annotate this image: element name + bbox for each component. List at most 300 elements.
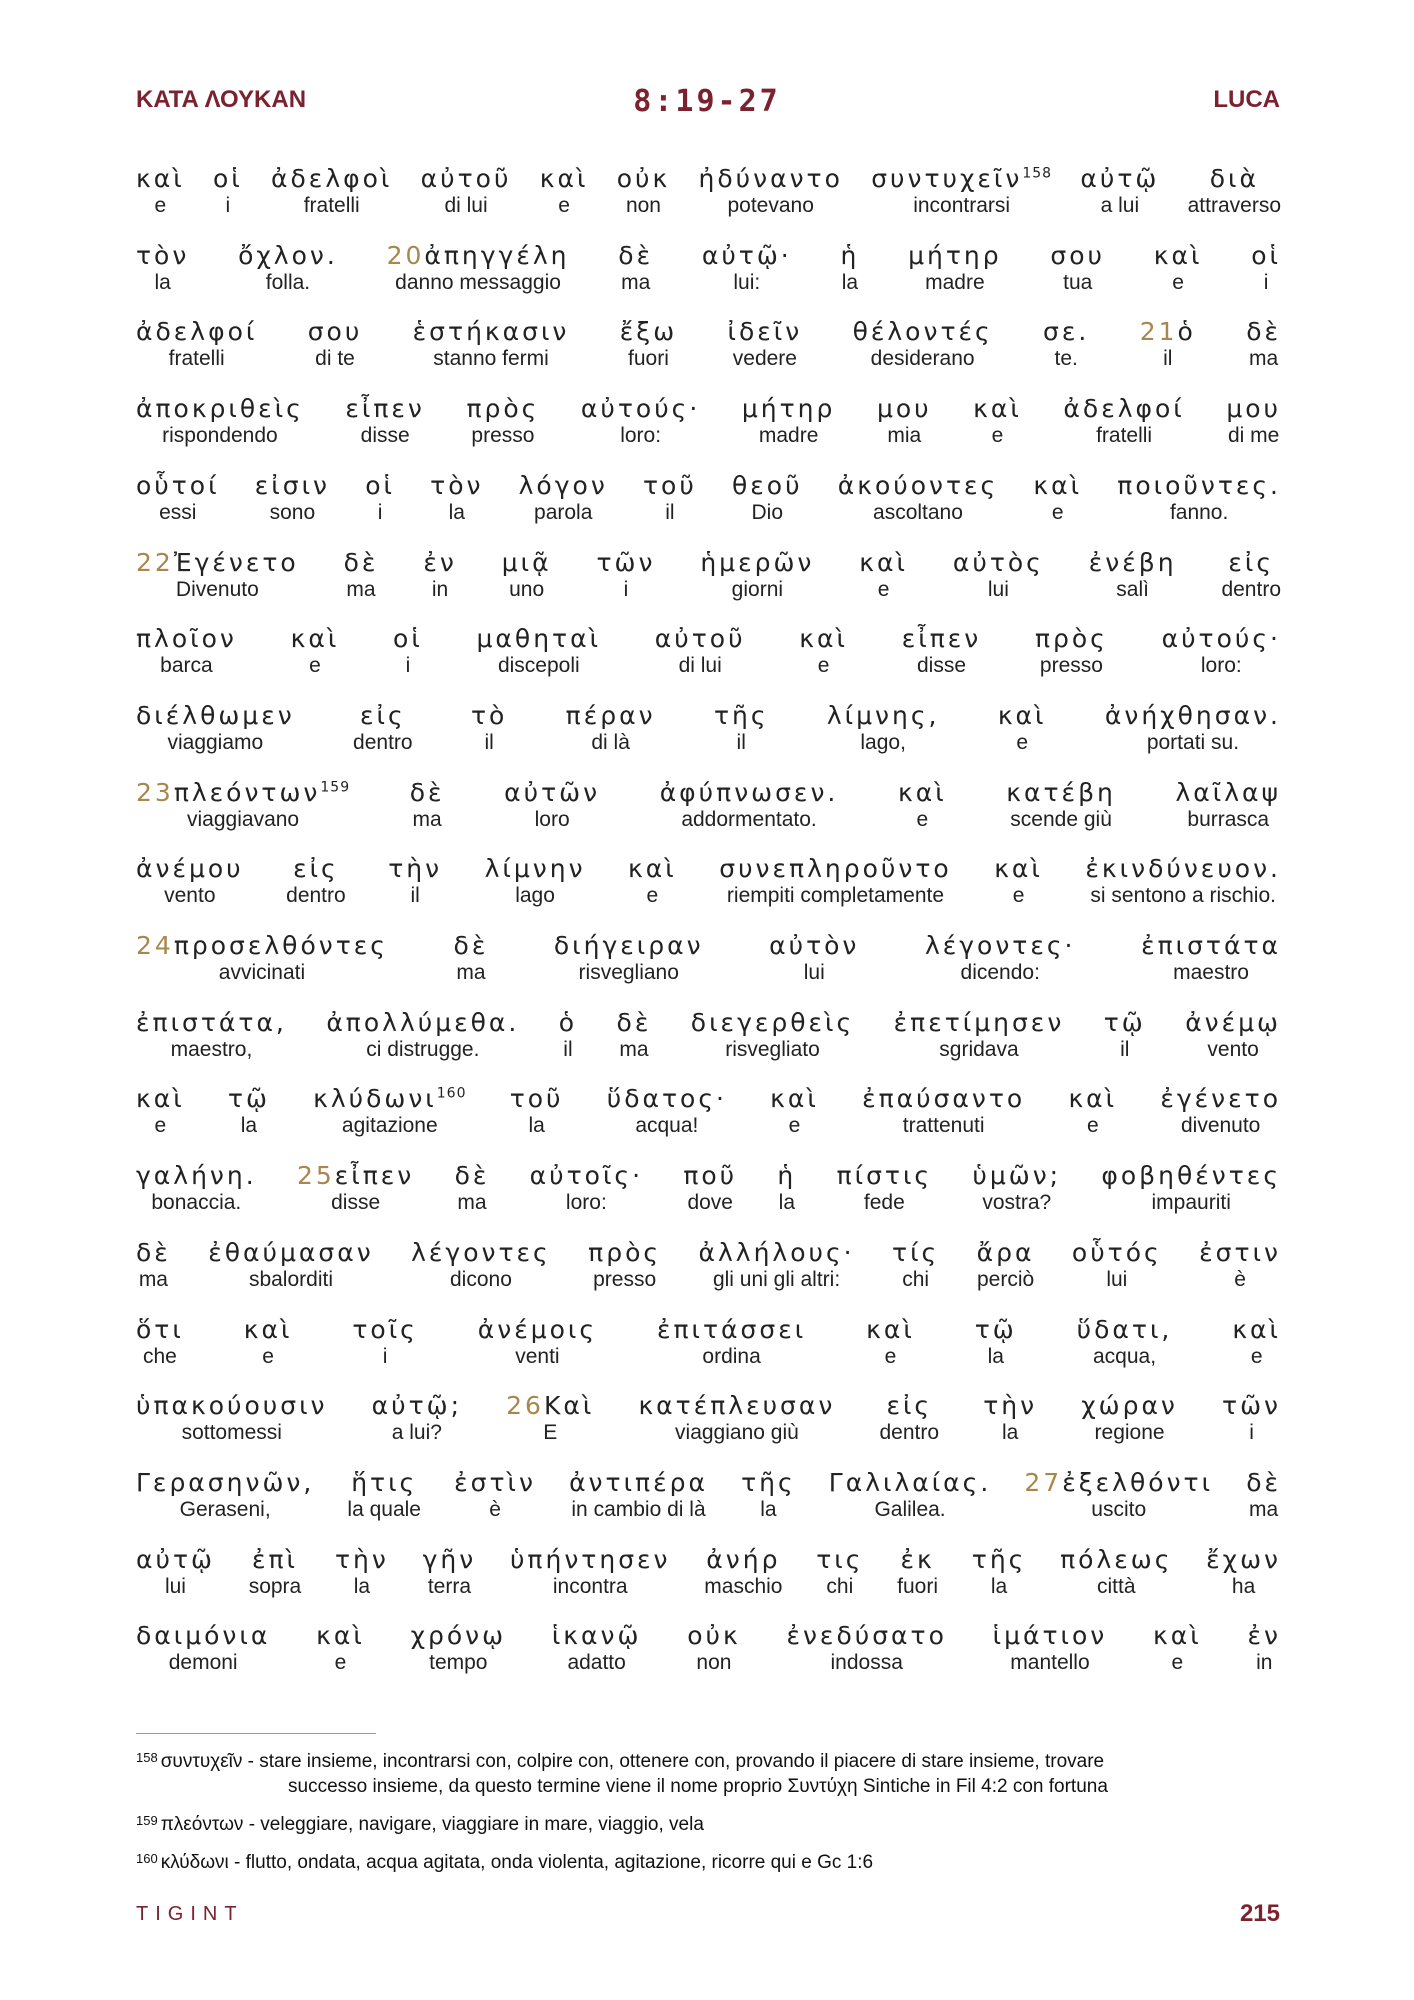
greek-word: διήγειραν [553,931,704,960]
greek-word: ἀνήρ [706,1544,781,1574]
italian-gloss: viaggiavano [187,807,300,831]
italian-gloss: dentro [1221,577,1281,601]
greek-word: καὶ [539,164,589,193]
greek-word: 25εἶπεν [296,1161,415,1191]
italian-gloss: scende giù [1010,807,1112,831]
greek-word: 20ἀπηγγέλη [386,240,570,270]
italian-gloss: a lui? [391,1421,442,1445]
footnote-text: συντυχεῖν - stare insieme, incontrarsi con, colpire con, ottenere con, provando il piacere di stare insieme, trovare [160,1751,1105,1772]
italian-gloss: e [262,1344,274,1368]
italian-gloss: di te [315,347,355,371]
greek-word: κλύδωνι$^{160}$ [313,1084,467,1114]
italian-gloss: E [543,1421,558,1445]
greek-word: ὁ [558,1007,578,1037]
greek-word: ἐπιτάσσει [656,1314,807,1344]
italian-gloss: di là [591,730,630,754]
italian-gloss: non [696,1651,732,1675]
greek-word: αὐτῷ· [701,240,792,270]
interlinear-line [136,931,1281,993]
greek-word: σε. [1043,317,1090,347]
italian-gloss: incontra [552,1574,628,1598]
interlinear-line [136,471,1281,533]
italian-gloss: fuori [897,1574,939,1598]
greek-word: αὐτὸς [952,547,1044,577]
italian-gloss: si sentono a rischio. [1090,884,1276,908]
footnote-divider [136,1733,376,1734]
italian-gloss: maestro, [170,1037,253,1061]
verse-number: 20 [386,240,425,270]
greek-word: πίστις [836,1161,933,1191]
greek-word: αὐτοῦ [654,624,746,654]
italian-gloss: te. [1054,347,1078,371]
greek-word: ἐν [423,547,457,577]
italian-gloss: il [563,1037,573,1061]
greek-word: πόλεως [1060,1544,1173,1574]
italian-gloss: il [1163,347,1173,371]
footnote-160 [136,1846,873,1875]
greek-word: ἀδελφοί [136,317,258,347]
greek-word: καὶ [799,624,848,654]
interlinear-line [136,1238,1281,1300]
greek-word: ἐπὶ [251,1544,298,1574]
greek-word: αὐτῷ [136,1544,215,1574]
italian-gloss: fede [863,1191,905,1215]
verse-number: 21 [1139,317,1178,347]
footnote-number: 160 [136,1851,158,1866]
chapter-reference: 8:19-27 [633,84,781,119]
italian-gloss: la [778,1191,796,1215]
italian-gloss: e [1250,1344,1263,1368]
greek-word: ἀνέμοις [477,1314,598,1344]
footnote-number: 159 [136,1813,158,1828]
italian-gloss: lui [803,961,825,984]
italian-gloss: in [1256,1651,1273,1675]
italian-gloss: madre [758,424,819,448]
greek-word: οἱ [212,164,243,193]
greek-word: δαιμόνια [136,1621,271,1651]
italian-gloss: la [841,270,859,294]
italian-gloss: avvicinati [218,961,306,984]
italian-gloss: addormentato. [681,807,817,831]
italian-gloss: e [1012,884,1025,908]
footnote-text: πλεόντων - veleggiare, navigare, viaggiare in mare, viaggio, vela [160,1814,704,1835]
greek-word: ἠδύναντο [698,164,843,193]
italian-gloss: barca [160,654,213,678]
greek-word: καὶ [136,1084,185,1114]
greek-word: λαῖλαψ [1175,777,1281,807]
greek-word: ἀποκριθεὶς [136,394,304,424]
italian-gloss: stanno fermi [433,347,549,371]
italian-gloss: maestro [1173,961,1249,984]
interlinear-line [136,241,1281,303]
italian-gloss: ma [346,577,376,601]
greek-word: ἀλλήλους· [698,1237,855,1267]
greek-word: καὶ [1033,470,1083,500]
greek-word: καὶ [997,700,1047,730]
greek-word: τοῦ [642,470,697,500]
greek-word: αὐτὸν [769,931,860,960]
italian-gloss: i [1249,1421,1254,1445]
italian-gloss: e [1086,1114,1099,1138]
interlinear-line [136,317,1281,379]
greek-word: καὶ [628,854,677,884]
greek-word: μου [1226,394,1281,424]
footnote-continuation: successo insieme, da questo termine viene il nome proprio Συντύχη Sintiche in Fil 4:2 con fortuna [288,1776,1108,1797]
footnote-ref: 160 [436,1086,467,1103]
greek-word: πρὸς [588,1237,662,1267]
greek-word: εἰς [1228,547,1275,577]
greek-word: ὑπήντησεν [509,1544,671,1574]
greek-word: καὶ [1153,1621,1202,1651]
greek-word: αὐτοῦ [420,164,512,193]
greek-word: ἀπολλύμεθα. [326,1007,520,1037]
greek-word: καὶ [994,854,1043,884]
italian-gloss: ordina [702,1344,761,1368]
italian-gloss: ha [1231,1574,1256,1598]
italian-gloss: maschio [704,1574,783,1598]
interlinear-line [136,1008,1281,1070]
interlinear-line [136,1391,1281,1453]
italian-gloss: tempo [429,1651,488,1675]
italian-gloss: lui [987,577,1009,601]
italian-gloss: mia [887,424,922,448]
greek-word: συντυχεῖν$^{158}$ [871,164,1053,193]
greek-word: εἰς [359,700,406,730]
italian-gloss: risvegliano [578,961,679,984]
italian-gloss: folla. [265,270,311,294]
greek-word: ἐκινδύνευον. [1085,854,1281,884]
greek-word: δὲ [136,1237,171,1267]
greek-word: ἄρα [976,1237,1035,1267]
greek-word: μαθηταὶ [476,624,602,654]
italian-gloss: la quale [347,1497,421,1521]
italian-gloss: la [1001,1421,1019,1445]
italian-gloss: dentro [353,730,413,754]
italian-gloss: e [646,884,659,908]
italian-gloss: impauriti [1151,1191,1231,1215]
italian-gloss: portati su. [1146,730,1240,754]
italian-gloss: tua [1063,270,1093,294]
italian-gloss: i [377,500,383,524]
greek-word: εἰς [886,1391,933,1421]
greek-word: διεγερθεὶς [690,1007,855,1037]
greek-word: ἀνέμου [136,854,244,884]
greek-word: πρὸς [466,394,540,424]
italian-gloss: i [382,1344,388,1368]
greek-word: ἱκανῷ [551,1621,642,1651]
italian-gloss: fuori [628,347,669,371]
italian-gloss: che [142,1344,177,1368]
italian-gloss: la [760,1497,777,1521]
footnote-159 [136,1808,704,1837]
greek-word: ἐν [1247,1621,1281,1651]
greek-word: τὴν [983,1391,1038,1421]
greek-word: ἔξω [619,317,678,347]
italian-gloss: e [558,194,570,217]
verse-number: 25 [296,1161,335,1191]
italian-gloss: ci distrugge. [366,1037,480,1061]
greek-word: ποῦ [683,1161,738,1191]
greek-word: δὲ [1246,317,1281,347]
greek-word: ἡμερῶν [700,547,815,577]
greek-word: δὲ [618,240,654,270]
greek-word: ἐστὶν [454,1467,536,1497]
greek-word: καὶ [316,1621,365,1651]
page-number: 215 [1239,1900,1280,1927]
greek-word: καὶ [1153,240,1203,270]
italian-gloss: a lui [1100,194,1140,217]
greek-word: ὄχλον. [238,240,338,270]
italian-gloss: la [990,1574,1008,1598]
italian-gloss: bonaccia. [151,1191,242,1215]
italian-gloss: indossa [830,1651,903,1675]
italian-gloss: presso [1039,654,1103,678]
italian-gloss: vedere [732,347,797,371]
italian-gloss: lago [515,884,555,908]
verse-number: 23 [136,777,174,807]
greek-word: διὰ [1209,164,1259,193]
greek-word: δὲ [409,777,445,807]
greek-word: αὐτούς· [580,394,701,424]
italian-gloss: lui [164,1574,186,1598]
greek-word: δὲ [454,1161,490,1191]
italian-gloss: la [154,270,171,294]
italian-gloss: e [817,654,830,678]
greek-word: ἐπιστάτα, [136,1007,287,1037]
italian-gloss: viaggiamo [167,730,264,754]
interlinear-line [136,1545,1281,1607]
greek-word: πέραν [565,700,656,730]
greek-word: ἐγένετο [1160,1084,1281,1114]
italian-gloss: presso [593,1267,657,1291]
italian-gloss: sopra [248,1574,302,1598]
italian-gloss: ma [621,270,651,294]
greek-word: αὐτούς· [1161,624,1281,654]
italian-gloss: perciò [976,1267,1035,1291]
interlinear-line [136,701,1281,763]
greek-word: καὶ [1232,1314,1281,1344]
greek-word: πρὸς [1034,624,1108,654]
greek-word: ἥτις [351,1467,418,1497]
greek-word: τῷ [974,1314,1017,1344]
greek-word: πλοῖον [136,624,237,654]
italian-gloss: fratelli [1096,424,1153,448]
italian-gloss: Divenuto [175,577,259,601]
greek-word: καὶ [243,1314,293,1344]
italian-gloss: i [623,577,629,601]
italian-gloss: e [154,1114,167,1138]
greek-word: ἀδελφοὶ [271,164,393,193]
italian-gloss: risvegliato [725,1037,820,1061]
greek-word: θέλοντές [852,317,993,347]
italian-gloss: burrasca [1187,807,1270,831]
italian-gloss: città [1096,1574,1136,1598]
italian-gloss: e [1016,730,1029,754]
greek-word: ἐπετίμησεν [893,1007,1065,1037]
greek-word: τῷ [227,1084,270,1114]
greek-word: τῷ [1103,1007,1146,1037]
interlinear-line [136,164,1281,226]
greek-word: οὐκ [687,1621,741,1651]
greek-word: καὶ [136,164,185,193]
greek-word: χρόνῳ [410,1621,507,1651]
greek-word: ὕδατι, [1076,1314,1173,1344]
italian-gloss: ma [1249,1497,1279,1521]
italian-gloss: acqua, [1093,1344,1157,1368]
italian-gloss: i [405,654,411,678]
greek-word: σου [307,317,363,347]
italian-gloss: e [991,424,1004,448]
italian-gloss: il [1120,1037,1130,1061]
italian-gloss: Galilea. [874,1497,946,1521]
italian-gloss: parola [534,500,593,524]
italian-gloss: e [1171,1651,1184,1675]
italian-gloss: loro: [620,424,662,448]
italian-gloss: la [528,1114,545,1138]
greek-word: τῆς [971,1544,1027,1574]
italian-gloss: lago, [860,730,906,754]
italian-gloss: ma [457,1191,487,1215]
italian-gloss: fratelli [168,347,225,371]
italian-gloss: la [987,1344,1004,1368]
interlinear-line [136,1621,1281,1683]
italian-gloss: venti [515,1344,560,1368]
italian-gloss: vento [164,884,216,908]
italian-gloss: madre [925,270,985,294]
italian-gloss: attraverso [1187,194,1281,217]
greek-word: ἐπιστάτα [1141,931,1281,960]
italian-gloss: dentro [286,884,346,908]
italian-gloss: divenuto [1180,1114,1261,1138]
greek-word: τις [816,1544,864,1574]
greek-word: καὶ [859,547,908,577]
greek-word: καὶ [770,1084,819,1114]
greek-word: σου [1050,240,1106,270]
greek-word: δὲ [616,1007,652,1037]
italian-gloss: mantello [1010,1651,1090,1675]
greek-word: αὐτῷ [1080,164,1160,193]
italian-gloss: ascoltano [873,500,963,524]
greek-word: αὐτῷ; [371,1391,463,1421]
greek-word: ὅτι [136,1314,184,1344]
italian-gloss: e [309,654,321,678]
italian-gloss: il [736,730,746,754]
greek-word: οὗτός [1071,1237,1162,1267]
greek-word: τοῖς [352,1314,418,1344]
greek-word: συνεπληροῦντο [719,854,952,884]
greek-word: καὶ [1068,1084,1118,1114]
interlinear-line [136,854,1281,916]
italian-gloss: regione [1094,1421,1165,1445]
italian-gloss: sono [269,500,316,524]
italian-gloss: ma [456,961,486,984]
italian-gloss: sgridava [939,1037,1019,1061]
greek-word: οὐκ [616,164,671,193]
interlinear-line [136,1315,1281,1377]
greek-word: αὐτῶν [504,777,601,807]
italian-gloss: danno messaggio [395,270,561,294]
italian-gloss: dicendo: [960,961,1040,984]
greek-word: 22Ἐγένετο [136,547,299,577]
italian-gloss: discepoli [497,654,580,678]
greek-word: λίμνης, [826,700,940,730]
greek-word: ἐθαύμασαν [208,1237,374,1267]
greek-word: μήτηρ [908,240,1002,270]
footnote-ref: 158 [1022,165,1053,182]
interlinear-line [136,778,1281,840]
italian-gloss: agitazione [341,1114,438,1138]
greek-word: ἡ [840,240,860,270]
greek-word: 21ὁ [1139,317,1196,347]
italian-gloss: e [884,1344,897,1368]
italian-gloss: di me [1227,424,1280,448]
italian-gloss: la [448,500,465,524]
greek-word: λέγοντες· [924,931,1076,960]
greek-word: εἶπεν [345,394,425,424]
greek-word: ἑστήκασιν [412,317,570,347]
italian-gloss: acqua! [635,1114,699,1138]
greek-word: τὴν [334,1544,389,1574]
greek-word: οὗτοί [136,470,220,500]
italian-gloss: gli uni gli altri: [712,1267,841,1291]
italian-gloss: loro: [1200,654,1242,678]
italian-gloss: non [625,194,661,217]
footnote-158 [136,1745,1108,1799]
italian-gloss: sbalorditi [248,1267,333,1291]
greek-word: τὸν [136,240,190,270]
greek-word: τῆς [713,700,769,730]
italian-gloss: Geraseni, [179,1497,271,1521]
italian-gloss: fratelli [303,194,360,217]
italian-gloss: presso [471,424,535,448]
italian-gloss: vostra? [982,1191,1052,1215]
italian-gloss: disse [360,424,410,448]
italian-gloss: rispondendo [162,424,278,448]
italian-gloss: la [353,1574,371,1598]
greek-word: ἀδελφοί [1063,394,1185,424]
italian-gloss: in cambio di là [571,1497,706,1521]
italian-gloss: e [877,577,890,601]
greek-word: μήτηρ [741,394,836,424]
italian-gloss: fanno. [1169,500,1229,524]
italian-gloss: dentro [879,1421,940,1445]
italian-gloss: trattenuti [902,1114,985,1138]
greek-word: καὶ [290,624,340,654]
greek-word: τῶν [596,547,656,577]
greek-word: 27ἐξελθόντι [1024,1467,1214,1497]
book-title-greek: ΚΑΤΑ ΛΟΥΚΑΝ [136,86,307,113]
greek-word: ὑπακούουσιν [136,1391,328,1421]
italian-gloss: lui [1106,1267,1128,1291]
italian-gloss: adatto [567,1651,626,1675]
interlinear-line [136,548,1281,610]
italian-gloss: lui: [733,270,761,294]
greek-word: γαλήνη. [136,1161,257,1191]
greek-word: αὐτοῖς· [529,1161,644,1191]
greek-word: 24προσελθόντες [136,931,388,960]
greek-word: δὲ [453,931,489,960]
greek-word: τὸ [470,700,508,730]
greek-word: ἔχων [1206,1544,1281,1574]
italian-gloss: ma [138,1267,168,1291]
italian-gloss: chi [902,1267,930,1291]
footnote-ref: 159 [320,779,351,796]
greek-word: οἱ [1251,240,1281,270]
italian-gloss: loro [534,807,570,831]
greek-word: καὶ [866,1314,915,1344]
footer-label: TIGINT [136,1903,244,1925]
verse-number: 27 [1024,1467,1063,1497]
